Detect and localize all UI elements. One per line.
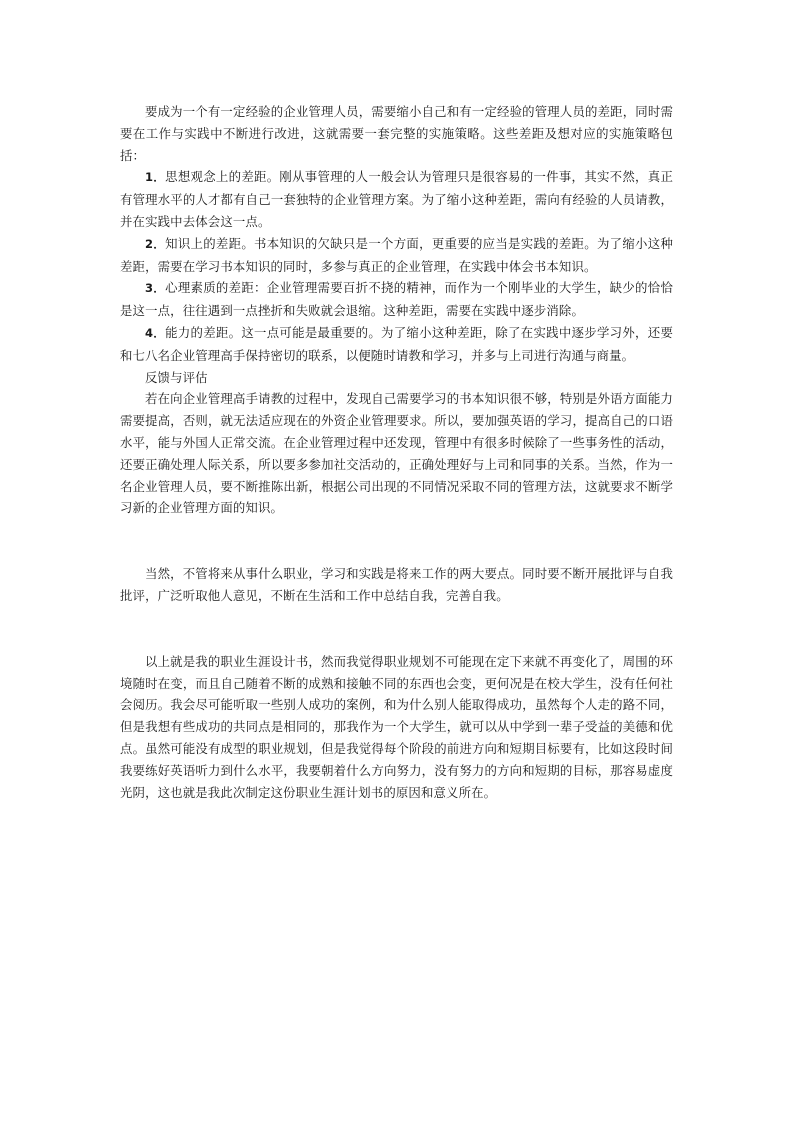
intro-paragraph: 要成为一个有一定经验的企业管理人员，需要缩小自己和有一定经验的管理人员的差距，同时需要在工作与实践中不断进行改进，这就需要一套完整的实施策略。这些差距及想对应的实施策略包括： <box>120 104 673 163</box>
item-number: 3． <box>145 281 166 296</box>
section-heading-feedback: 反馈与评估 <box>145 369 208 385</box>
item-number: 4． <box>145 325 166 340</box>
list-item <box>120 322 673 367</box>
item-number: 1． <box>145 170 166 185</box>
spacer <box>120 607 673 651</box>
list-item <box>120 233 673 278</box>
item-text: 知识上的差距。书本知识的欠缺只是一个方面，更重要的应当是实践的差距。为了缩小这种差距，需要在学习书本知识的同时，多参与真正的企业管理，在实践中体会书本知识。 <box>120 235 673 274</box>
item-number: 2． <box>145 236 166 251</box>
document-body <box>120 101 673 803</box>
list-item <box>120 277 673 322</box>
feedback-paragraph: 若在向企业管理高手请教的过程中，发现自己需要学习的书本知识很不够，特别是外语方面能力需要提高，否则，就无法适应现在的外资企业管理要求。所以，要加强英语的学习，提高自己的口语水平，能与外国人正常交流。在企业管理过程中还发现，管理中有很多时候除了一些事务性的活动，还要正确处理人际关系，所以要多参加社交活动的，正确处理好与上司和同事的关系。当然，作为一名企业管理人员，要不断推陈出新，根据公司出现的不同情况采取不同的管理方法，这就要求不断学习新的企业管理方面的知识。 <box>120 391 673 516</box>
item-text: 能力的差距。这一点可能是最重要的。为了缩小这种差距，除了在实践中逐步学习外，还要和七八名企业管理高手保持密切的联系，以便随时请教和学习，并多与上司进行沟通与商量。 <box>120 324 673 363</box>
conclusion-paragraph: 以上就是我的职业生涯设计书，然而我觉得职业规划不可能现在定下来就不再变化了，周围的环境随时在变，而且自己随着不断的成熟和接触不同的东西也会变，更何况是在校大学生，没有任何社会阅历。我会尽可能听取一些别人成功的案例，和为什么别人能取得成功，虽然每个人走的路不同，但是我想有些成功的共同点是相同的，那我作为一个大学生，就可以从中学到一辈子受益的美德和优点。虽然可能没有成型的职业规划，但是我觉得每个阶段的前进方向和短期目标要有，比如这段时间我要练好英语听力到什么水平，我要朝着什么方向努力，没有努力的方向和短期的目标，那容易虚度光阴，这也就是我此次制定这份职业生涯计划书的原因和意义所在。 <box>120 653 673 800</box>
item-text: 心理素质的差距：企业管理需要百折不挠的精神，而作为一个刚毕业的大学生，缺少的恰恰是这一点，往往遇到一点挫折和失败就会退缩。这种差距，需要在实践中逐步消除。 <box>120 280 673 319</box>
item-text: 思想观念上的差距。刚从事管理的人一般会认为管理只是很容易的一件事，其实不然，真正有管理水平的人才都有自己一套独特的企业管理方案。为了缩小这种差距，需向有经验的人员请教，并在实践中去体会这一点。 <box>120 169 673 229</box>
spacer <box>120 519 673 563</box>
list-item <box>120 166 673 232</box>
summary-paragraph: 当然，不管将来从事什么职业，学习和实践是将来工作的两大要点。同时要不断开展批评与自我批评，广泛听取他人意见，不断在生活和工作中总结自我，完善自我。 <box>120 566 673 603</box>
